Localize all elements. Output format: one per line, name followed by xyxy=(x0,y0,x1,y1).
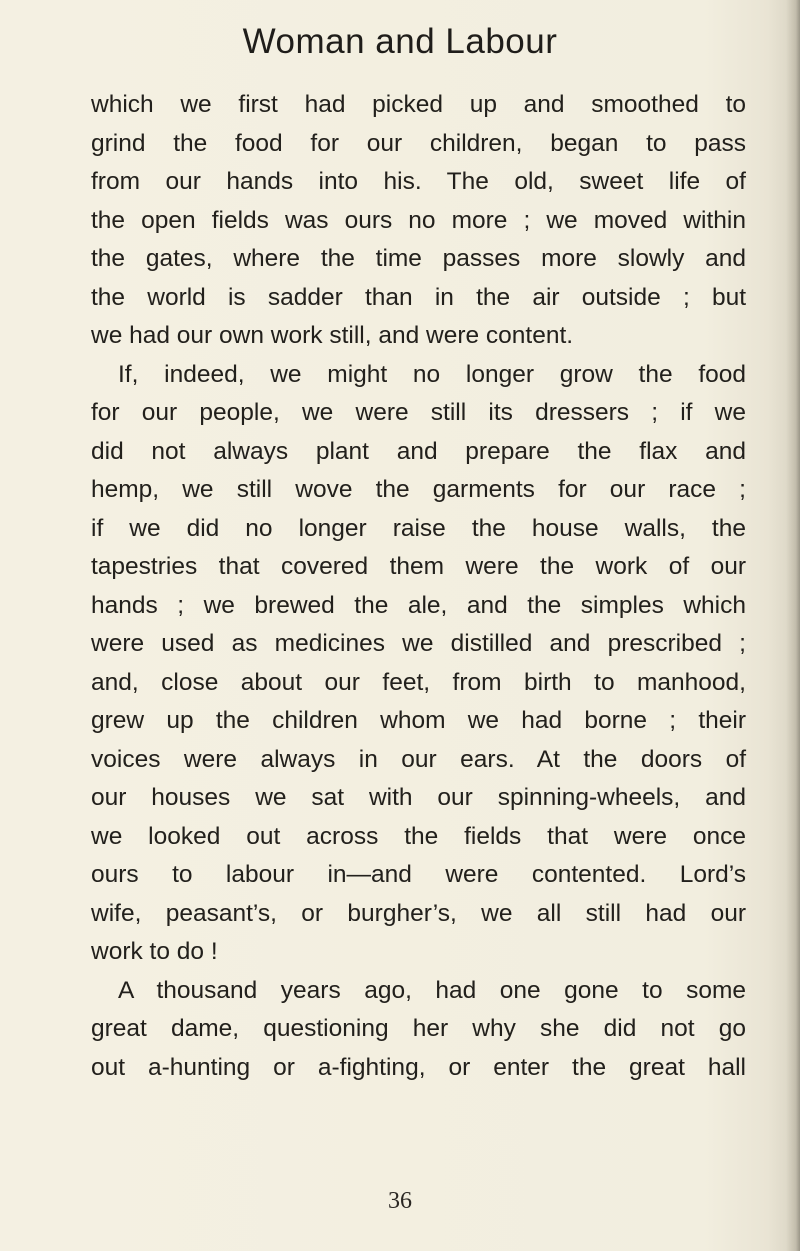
text-line: the world is sadder than in the air outside ; but xyxy=(91,283,746,311)
text-line: the open fields was ours no more ; we moved within xyxy=(91,206,746,234)
text-line: tapestries that covered them were the work of our xyxy=(91,553,746,580)
text-line: great dame, questioning her why she did not go xyxy=(91,1015,746,1042)
text-line: A thousand years ago, had one gone to some xyxy=(118,976,746,1004)
text-line: ours to labour in—and were contented. Lord’s xyxy=(91,861,746,888)
text-line: voices were always in our ears. At the doors of xyxy=(91,745,746,773)
text-line: and, close about our feet, from birth to manhood, xyxy=(91,668,746,696)
text-line: we looked out across the fields that were once xyxy=(91,822,746,850)
text-line: grew up the children whom we had borne ; their xyxy=(91,707,746,734)
text-line: which we first had picked up and smoothed to xyxy=(91,91,746,118)
page-number: 36 xyxy=(388,1188,412,1214)
text-line: our houses we sat with our spinning-wheels, and xyxy=(91,784,746,811)
text-line: grind the food for our children, began to pass xyxy=(91,129,746,157)
text-line: did not always plant and prepare the flax and xyxy=(91,437,746,465)
text-line: If, indeed, we might no longer grow the food xyxy=(118,360,746,388)
text-line: the gates, where the time passes more slowly and xyxy=(91,245,746,272)
text-line: out a-hunting or a-fighting, or enter the great hall xyxy=(91,1053,746,1081)
body-text xyxy=(91,86,746,1087)
text-line: wife, peasant’s, or burgher’s, we all still had our xyxy=(91,899,746,927)
text-line: were used as medicines we distilled and prescribed ; xyxy=(91,630,746,657)
running-title: Woman and Labour xyxy=(242,22,558,61)
page-edge-shadow xyxy=(786,0,800,1251)
text-line: work to do ! xyxy=(91,938,218,965)
text-line: we had our own work still, and were content. xyxy=(91,322,574,349)
text-line: from our hands into his. The old, sweet life of xyxy=(91,168,746,195)
text-line: hands ; we brewed the ale, and the simples which xyxy=(91,591,746,619)
text-line: for our people, we were still its dressers ; if we xyxy=(91,399,746,426)
text-line: hemp, we still wove the garments for our race ; xyxy=(91,476,746,503)
text-line: if we did no longer raise the house walls, the xyxy=(91,514,746,542)
